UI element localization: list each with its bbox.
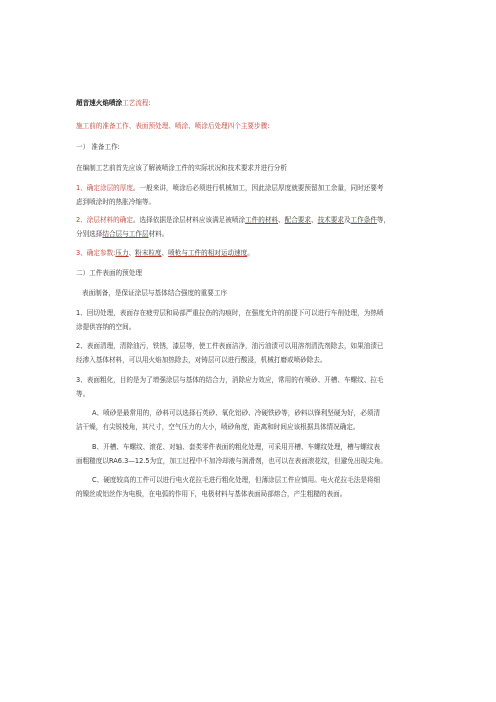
item-3-text: 、 (128, 249, 136, 257)
section-heading-1: 一） 准备工作: (76, 143, 120, 151)
item-2-text: 等， (376, 216, 391, 224)
title-rest: 工艺流程: (122, 99, 151, 107)
para-c-a: C、硬度较高的工件可以进行电火花拉毛进行粗化处理，但薄涂层工件应慎用。电火花拉毛法是将细 (92, 476, 381, 484)
item-2-underline: 技术要求 (317, 216, 344, 224)
item-2-text: 分别选择 (76, 230, 103, 238)
item-1-text-b: 虑到喷涂时的热胀冷缩等。 (76, 198, 156, 206)
item-2-underline: 工件的材料 (245, 216, 279, 224)
item-3-underline: 喷枪与工件的相对运动速度 (168, 249, 248, 257)
item-2-text: 及 (343, 216, 351, 224)
para-b-b: 面粗糙度以RA6.3—12.5为宜，加工过程中不加冷却液与润滑剂，也可以在表面滚花纹，但避免出现尖角。 (76, 457, 387, 465)
item-1-text-a: 。一般来讲，喷涂后必须进行机械加工，因此涂层厚度就要预留加工余量，同时还要考 (132, 184, 384, 192)
item-1 (76, 184, 384, 193)
item-3-text: 。 (247, 249, 254, 257)
para-1-a: 1、回切处理，表面存在疲劳层和局部严重拉伤的沟痕时，在强度允许的前提下可以进行车削处理，为热喷 (76, 309, 384, 317)
item-3-head: 3、确定参数: (76, 249, 116, 257)
para-2-b: 经渗入基体材料，可以用火焰加热除去，对铸层可以进行酸浸，机械打磨或喷砂除去。 (76, 356, 327, 364)
para-3-b: 等。 (76, 390, 90, 398)
title-bold: 超音速火焰喷涂 (76, 99, 123, 107)
para-a-b: 洁干燥，有尖锐棱角，其尺寸，空气压力的大小，喷砂角度，距离和时间应该根据具体情况确定。 (76, 423, 360, 431)
para-2-a: 2、表面清理，清除油污，铁锈，漆层等，使工件表面洁净，油污油渍可以用溶剂清洗剂除去，如果油渍已 (76, 342, 384, 350)
para-b-a: B、开槽、车螺纹、滚花、对轴、套类零件表面的粗化处理，可采用开槽、车螺纹处理，槽与螺纹表 (92, 443, 381, 451)
item-2-text: 、 (310, 216, 318, 224)
item-2-text: 。选择依据是涂层材料应该满足被喷涂 (132, 216, 246, 224)
item-2-head: 2、涂层材料的确定 (76, 216, 133, 224)
para-3-a: 3、表面粗化，目的是为了增强涂层与基体的结合力，消除应力效应，常用的有喷砂、开槽、车螺纹、拉毛 (76, 376, 384, 384)
item-1-head: 1、确定涂层的厚度 (76, 184, 133, 192)
item-3 (76, 249, 254, 258)
item-2 (76, 216, 390, 225)
item-3-text: 、 (161, 249, 169, 257)
item-2-underline: 结合层与工作层 (102, 230, 149, 238)
item-3-underline: 粉末粒度 (135, 249, 162, 257)
para-a-a: A、喷砂是最常用的，砂料可以选择石英砂、氧化铝砂、冷硬铁砂等，砂料以锋利坚硬为好，必须清 (92, 409, 381, 417)
para-c-b: 的镍丝或铝丝作为电极，在电弧的作用下，电极材料与基体表面局部熔合，产生粗糙的表面。 (76, 490, 347, 498)
item-2-text: 、 (278, 216, 285, 224)
para-1-b: 涂提供容纳的空间。 (76, 323, 136, 331)
item-3-underline: 压力 (115, 249, 129, 257)
item-2-underline: 工作条件 (350, 216, 377, 224)
item-2-underline: 配合要求 (284, 216, 311, 224)
item-2-line-b (76, 230, 168, 239)
item-2-text: 材料。 (148, 230, 169, 238)
pretreatment-intro: 表面制备，是保证涂层与基体结合强度的重要工序 (82, 289, 228, 297)
steps-line: 施工前的准备工作、表面预处理、喷涂、喷涂后处理四个主要步骤: (76, 122, 270, 130)
section-heading-2: 二）工件表面的预处理 (76, 269, 142, 277)
doc-title (76, 99, 151, 108)
intro-paragraph: 在编制工艺前首先应该了解被喷涂工件的实际状况和技术要求并进行分析 (76, 164, 287, 172)
